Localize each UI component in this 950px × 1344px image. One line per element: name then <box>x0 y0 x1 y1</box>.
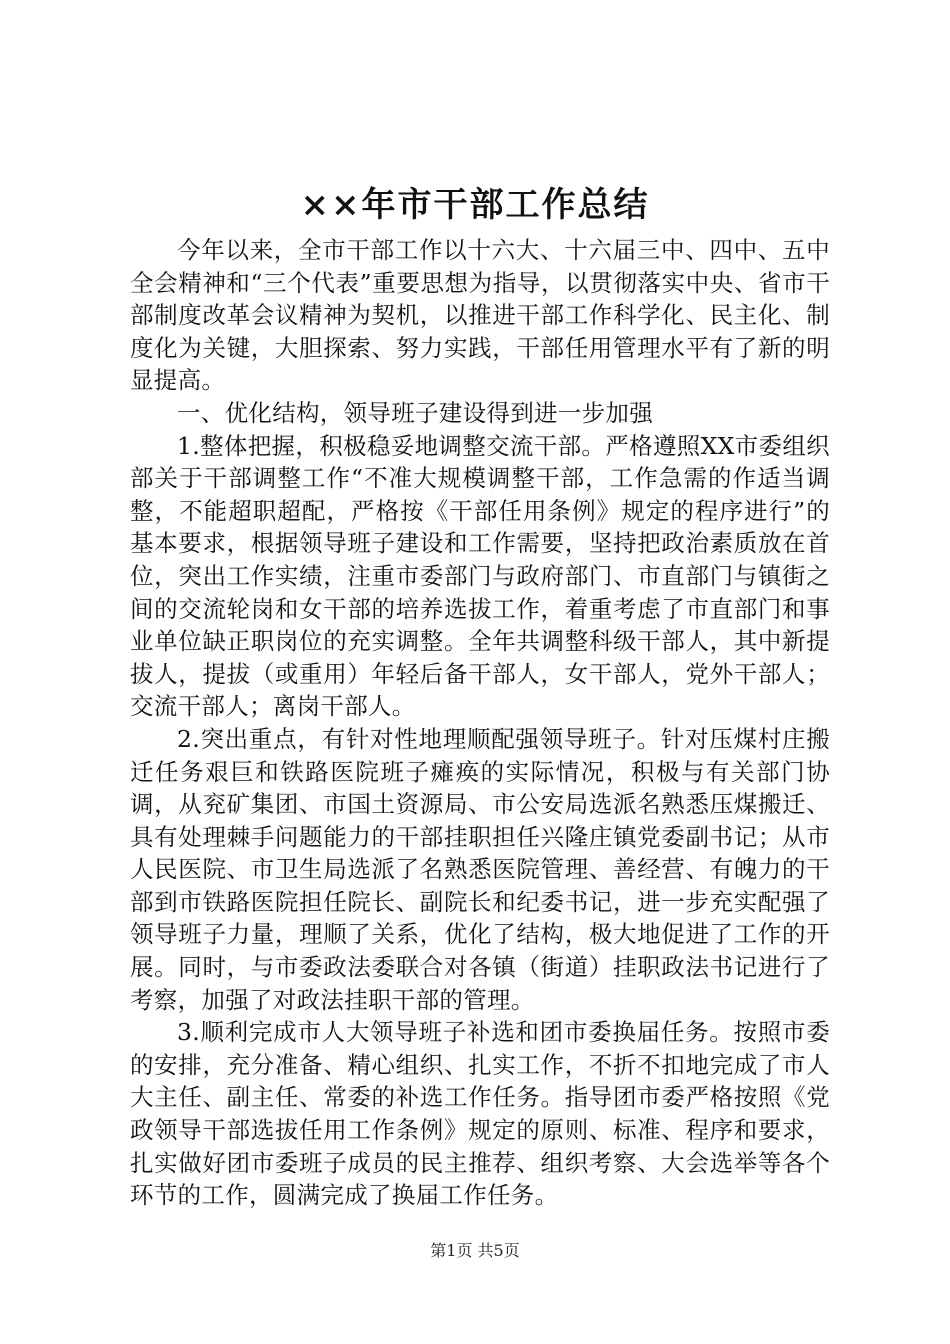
document-title: ××年市干部工作总结 <box>300 185 650 225</box>
paragraph-item-3: 3.顺利完成市人大领导班子补选和团市委换届任务。按照市委的安排，充分准备、精心组织、扎实工作，不折不扣地完成了市人大主任、副主任、常委的补选工作任务。指导团市委严格按照《党政领导干部选拔任用工作条例》规定的原则、标准、程序和要求，扎实做好团市委班子成员的民主推荐、组织考察、大会选举等各个环节的工作，圆满完成了换届工作任务。 <box>130 1018 830 1210</box>
paragraph-item-2: 2.突出重点，有针对性地理顺配强领导班子。针对压煤村庄搬迁任务艰巨和铁路医院班子瘫痪的实际情况，积极与有关部门协调，从兖矿集团、市国土资源局、市公安局选派名熟悉压煤搬迁、具有处理棘手问题能力的干部挂职担任兴隆庄镇党委副书记；从市人民医院、市卫生局选派了名熟悉医院管理、善经营、有魄力的干部到市铁路医院担任院长、副院长和纪委书记，进一步充实配强了领导班子力量，理顺了关系，优化了结构，极大地促进了工作的开展。同时，与市委政法委联合对各镇（街道）挂职政法书记进行了考察，加强了对政法挂职干部的管理。 <box>130 724 830 1014</box>
document-body <box>130 234 830 1212</box>
section-heading: 一、优化结构，领导班子建设得到进一步加强 <box>177 398 653 427</box>
paragraph-intro: 今年以来，全市干部工作以十六大、十六届三中、四中、五中全会精神和“三个代表”重要思想为指导，以贯彻落实中央、省市干部制度改革会议精神为契机，以推进干部工作科学化、民主化、制度化为关键，大胆探索、努力实践，干部任用管理水平有了新的明显提高。 <box>130 236 830 395</box>
page-number: 第1页 共5页 <box>430 1241 520 1260</box>
paragraph-item-1: 1.整体把握，积极稳妥地调整交流干部。严格遵照XX市委组织部关于干部调整工作“不准大规模调整干部，工作急需的作适当调整，不能超职超配，严格按《干部任用条例》规定的程序进行”的基本要求，根据领导班子建设和工作需要，坚持把政治素质放在首位，突出工作实绩，注重市委部门与政府部门、市直部门与镇街之间的交流轮岗和女干部的培养选拔工作，着重考虑了市直部门和事业单位缺正职岗位的充实调整。全年共调整科级干部人，其中新提拔人，提拔（或重用）年轻后备干部人，女干部人，党外干部人；交流干部人；离岗干部人。 <box>130 431 830 721</box>
